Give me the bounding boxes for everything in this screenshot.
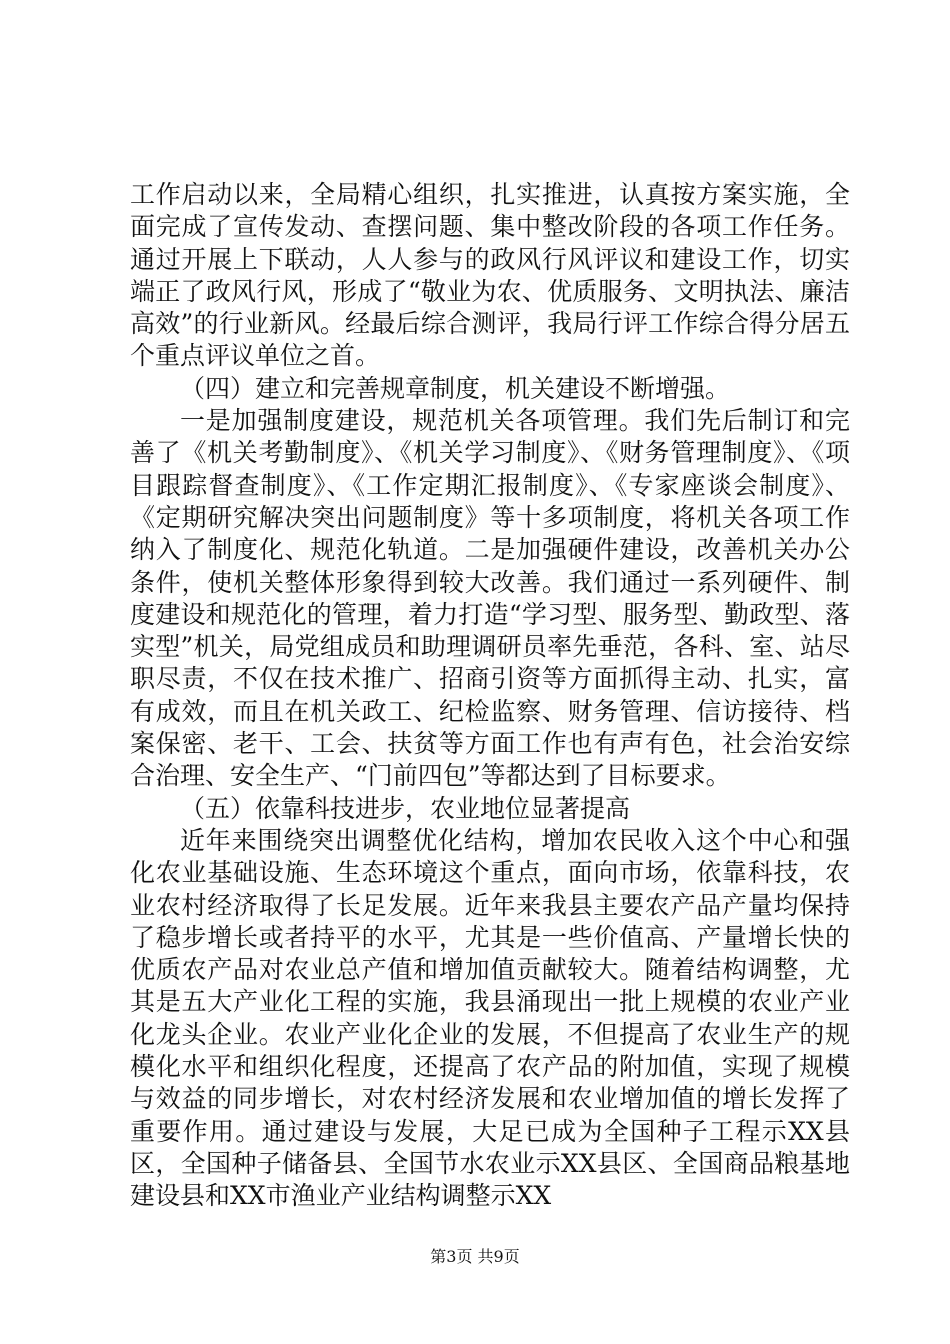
paragraph-regulations: 一是加强制度建设，规范机关各项管理。我们先后制订和完善了《机关考勤制度》、《机关学习制度》、《财务管理制度》、《项目跟踪督查制度》、《工作定期汇报制度》、《专家座谈会制度》、《定期研究解决突出问题制度》等十多项制度，将机关各项工作纳入了制度化、规范化轨道。二是加强硬件建设，改善机关办公条件，使机关整体形象得到较大改善。我们通过一系列硬件、制度建设和规范化的管理，着力打造“学习型、服务型、勤政型、落实型”机关，局党组成员和助理调研员率先垂范，各科、室、站尽职尽责，不仅在技术推广、招商引资等方面抓得主动、扎实，富有成效，而且在机关政工、纪检监察、财务管理、信访接待、档案保密、老干、工会、扶贫等方面工作也有声有色，社会治安综合治理、安全生产、“门前四包”等都达到了目标要求。 (130, 406, 850, 791)
paragraph-agriculture: 近年来围绕突出调整优化结构，增加农民收入这个中心和强化农业基础设施、生态环境这个重点，面向市场，依靠科技，农业农村经济取得了长足发展。近年来我县主要农产品产量均保持了稳步增长或者持平的水平，尤其是一些价值高、产量增长快的优质农产品对农业总产值和增加值贡献较大。随着结构调整，尤其是五大产业化工程的实施，我县涌现出一批上规模的农业产业化龙头企业。农业产业化企业的发展，不但提高了农业生产的规模化水平和组织化程度，还提高了农产品的附加值，实现了规模与效益的同步增长，对农村经济发展和农业增加值的增长发挥了重要作用。通过建设与发展，大足已成为全国种子工程示XX县区，全国种子储备县、全国节水农业示XX县区、全国商品粮基地建设县和XX市渔业产业结构调整示XX (130, 825, 850, 1211)
section-heading-five: （五）依靠科技进步，农业地位显著提高 (180, 793, 631, 823)
paragraph-continuation: 工作启动以来，全局精心组织，扎实推进，认真按方案实施，全面完成了宣传发动、查摆问题、集中整改阶段的各项工作任务。通过开展上下联动，人人参与的政风行风评议和建设工作，切实端正了政风行风，形成了“敬业为农、优质服务、文明执法、廉洁高效”的行业新风。经最后综合测评，我局行评工作综合得分居五个重点评议单位之首。 (130, 180, 850, 371)
page-footer: 第3页 共9页 (430, 1247, 520, 1266)
section-heading-four: （四）建立和完善规章制度，机关建设不断增强。 (180, 373, 731, 403)
document-body (130, 179, 850, 1213)
